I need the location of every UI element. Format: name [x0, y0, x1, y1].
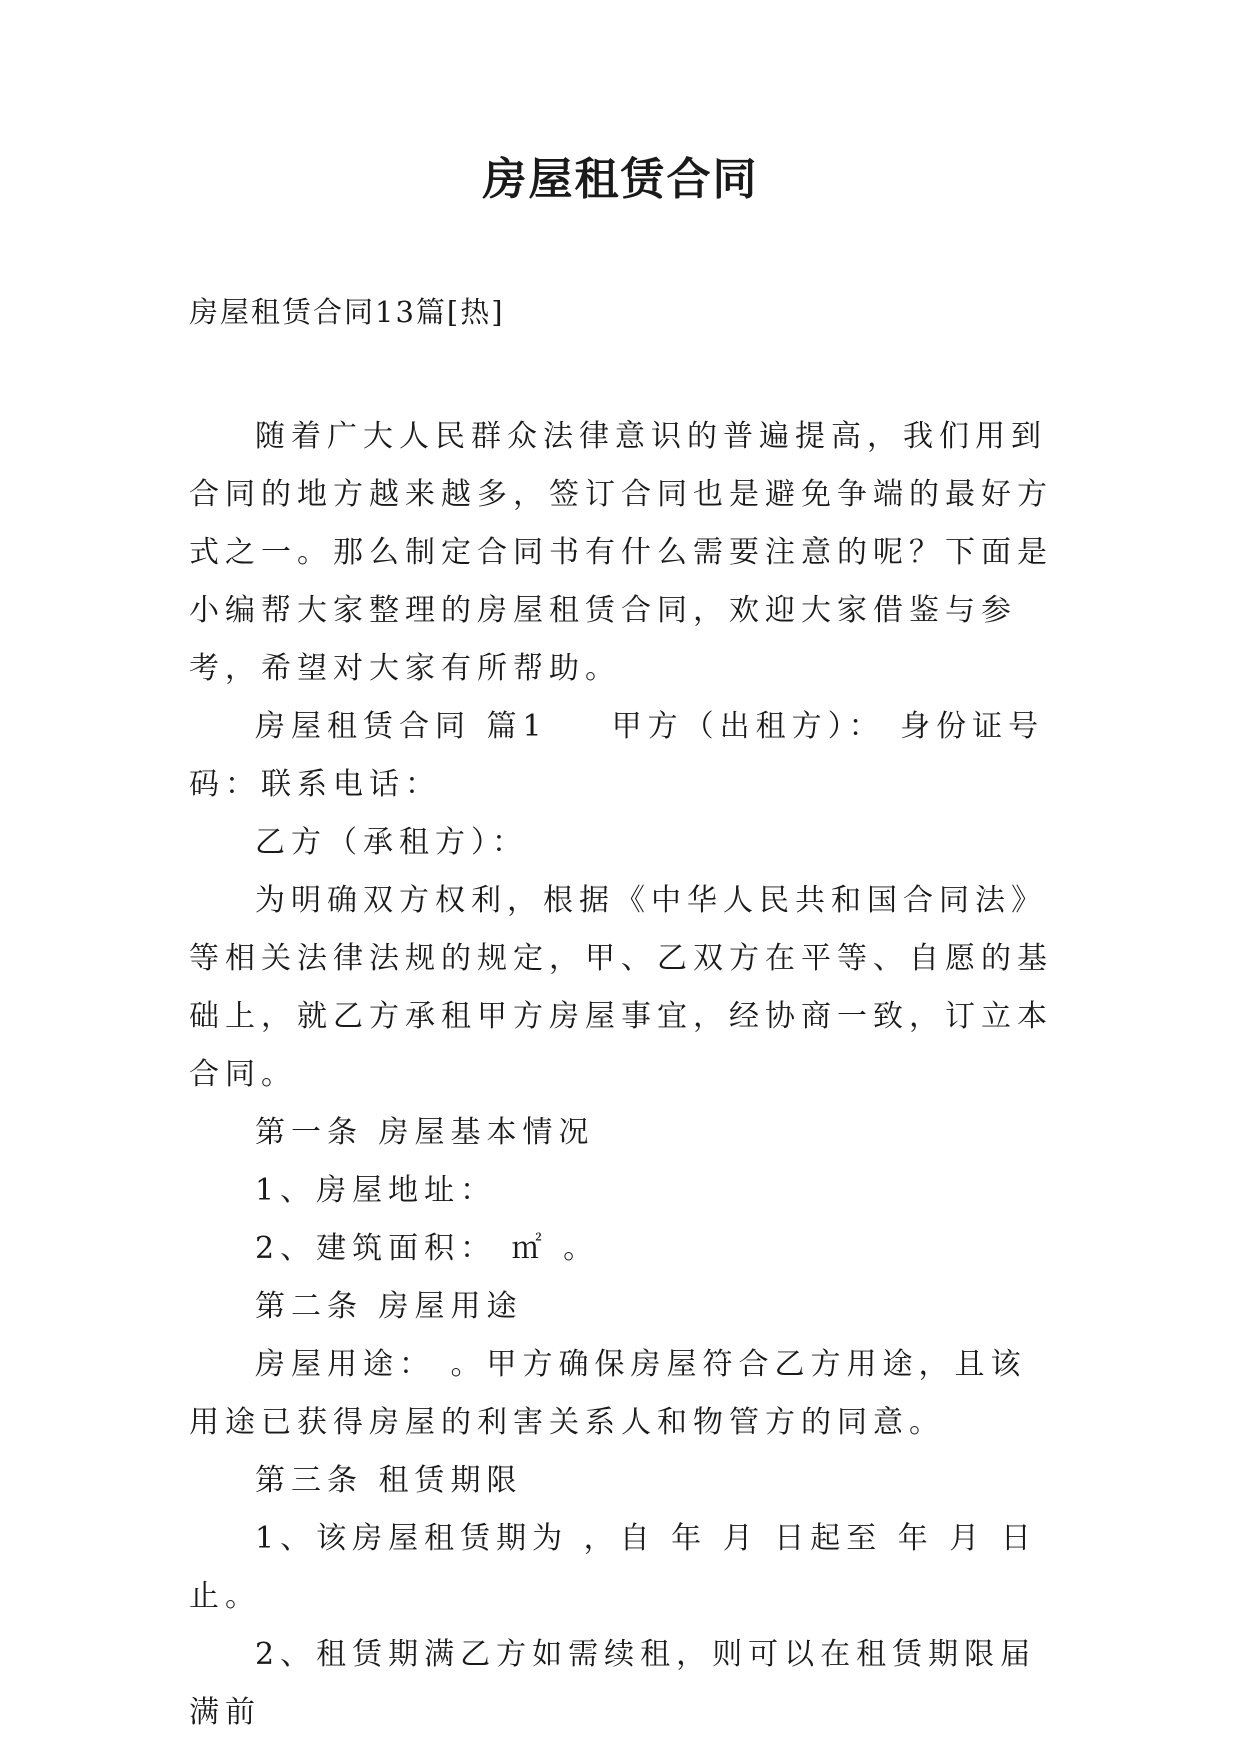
- article2-heading: 第二条 房屋用途: [255, 1289, 523, 1324]
- article1-heading: 第一条 房屋基本情况: [255, 1115, 595, 1150]
- document-title: 房屋租赁合同: [482, 154, 759, 205]
- article3-item1: 1、该房屋租赁期为 ，自 年 月 日起至 年 月 日止。: [189, 1521, 1037, 1614]
- document-body: [189, 408, 1059, 1742]
- article3-item2: 2、租赁期满乙方如需续租，则可以在租赁期限届满前: [189, 1637, 1037, 1730]
- part1-heading: 房屋租赁合同 篇1: [255, 709, 548, 744]
- part1-heading-line: [189, 698, 1059, 814]
- article1-item1: 1、房屋地址：: [255, 1173, 497, 1208]
- article2-text: 房屋用途： 。甲方确保房屋符合乙方用途，且该用途已获得房屋的利害关系人和物管方的同意。: [189, 1347, 1027, 1440]
- party-b-line: 乙方（承租方）：: [255, 825, 528, 860]
- document-subtitle: 房屋租赁合同13篇[热]: [189, 295, 505, 329]
- intro-paragraph: 随着广大人民群众法律意识的普遍提高，我们用到合同的地方越来越多，签订合同也是避免争端的最好方式之一。那么制定合同书有什么需要注意的呢？下面是小编帮大家整理的房屋租赁合同，欢迎大家借鉴与参考，希望对大家有所帮助。: [189, 419, 1053, 686]
- article1-item2: 2、建筑面积： ㎡ 。: [255, 1231, 600, 1266]
- article3-heading: 第三条 租赁期限: [255, 1463, 523, 1498]
- preamble-paragraph: 为明确双方权利，根据《中华人民共和国合同法》等相关法律法规的规定，甲、乙双方在平等、自愿的基础上，就乙方承租甲方房屋事宜，经协商一致，订立本合同。: [189, 883, 1053, 1092]
- party-a-line: 甲方（出租方）： 身份证号码：联系电话：: [189, 709, 1045, 802]
